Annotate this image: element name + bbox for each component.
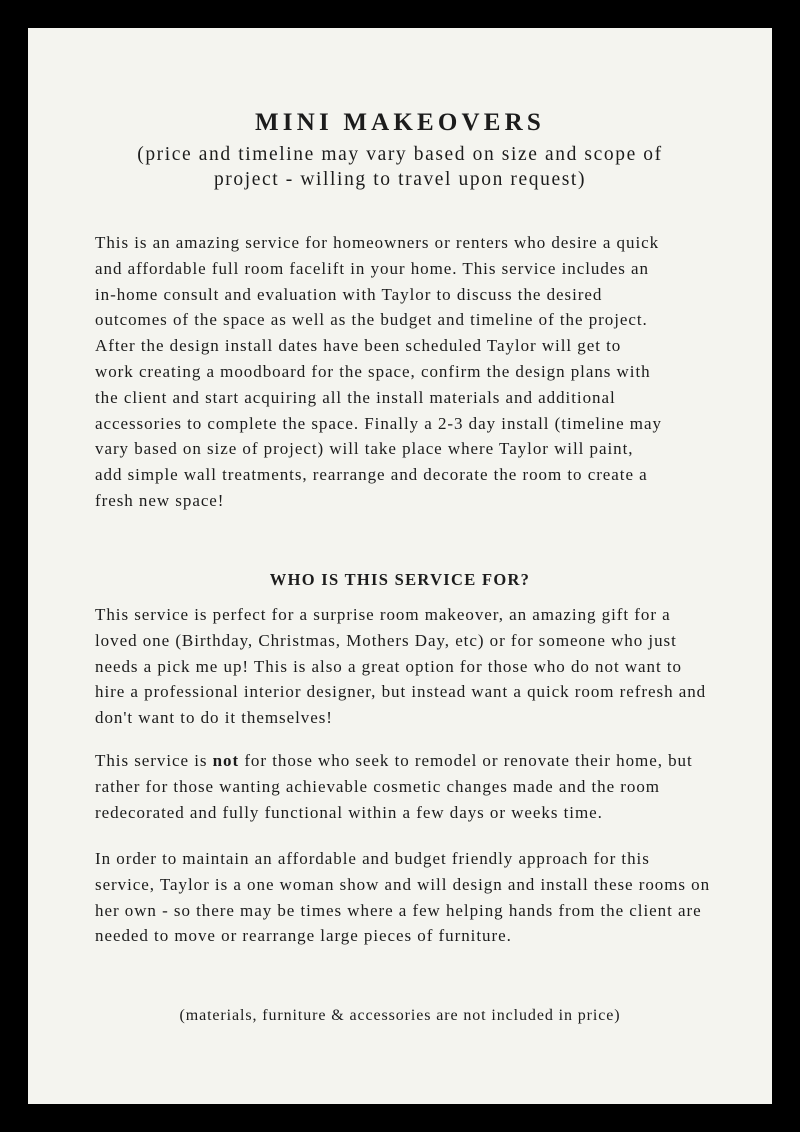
text-segment: for those who seek to remodel or renovate their home, but — [239, 751, 693, 770]
text-line: redecorated and fully functional within a few days or weeks time. — [95, 802, 603, 822]
subtitle-line: (price and timeline may vary based on size and scope of — [137, 144, 663, 165]
text-line: needed to move or rearrange large pieces of furniture. — [95, 926, 512, 946]
text-line: her own - so there may be times where a few helping hands from the client are — [95, 900, 702, 920]
text-line: the client and start acquiring all the install materials and additional — [95, 387, 616, 407]
text-line: service, Taylor is a one woman show and will design and install these rooms on — [95, 874, 711, 894]
price-footnote: (materials, furniture & accessories are not included in price) — [179, 1007, 621, 1024]
text-segment: This service is — [95, 751, 213, 770]
text-line: loved one (Birthday, Christmas, Mothers Day, etc) or for someone who just — [95, 630, 677, 650]
text-line: needs a pick me up! This is also a great option for those who do not want to — [95, 656, 682, 676]
emphasis-not: not — [212, 751, 240, 770]
text-line: fresh new space! — [95, 490, 225, 510]
page-title: MINI MAKEOVERS — [254, 109, 546, 136]
intro-paragraph — [95, 230, 715, 514]
text-line: outcomes of the space as well as the budget and timeline of the project. — [95, 310, 648, 330]
section-heading: WHO IS THIS SERVICE FOR? — [269, 570, 531, 589]
approach-paragraph — [95, 846, 715, 949]
text-line: in-home consult and evaluation with Taylor to discuss the desired — [95, 284, 603, 304]
text-line: and affordable full room facelift in your home. This service includes an — [95, 258, 650, 278]
text-line: add simple wall treatments, rearrange and decorate the room to create a — [95, 465, 648, 485]
text-line: After the design install dates have been scheduled Taylor will get to — [95, 336, 622, 356]
not-for-paragraph — [95, 748, 715, 825]
text-line — [95, 748, 715, 774]
text-line: don't want to do it themselves! — [95, 708, 333, 728]
text-line: accessories to complete the space. Finally a 2-3 day install (timeline may — [95, 413, 662, 433]
text-line: rather for those wanting achievable cosmetic changes made and the room — [95, 776, 660, 796]
subtitle-line: project - willing to travel upon request) — [213, 169, 587, 190]
text-line: hire a professional interior designer, but instead want a quick room refresh and — [95, 682, 707, 702]
text-line: This is an amazing service for homeowners or renters who desire a quick — [95, 233, 660, 252]
text-line: In order to maintain an affordable and budget friendly approach for this — [95, 849, 650, 868]
subtitle — [98, 142, 702, 192]
text-line: This service is perfect for a surprise room makeover, an amazing gift for a — [95, 605, 671, 624]
who-paragraph — [95, 602, 715, 731]
text-line: work creating a moodboard for the space, confirm the design plans with — [95, 361, 651, 381]
document-page — [28, 28, 772, 1104]
text-line: vary based on size of project) will take place where Taylor will paint, — [95, 439, 634, 459]
